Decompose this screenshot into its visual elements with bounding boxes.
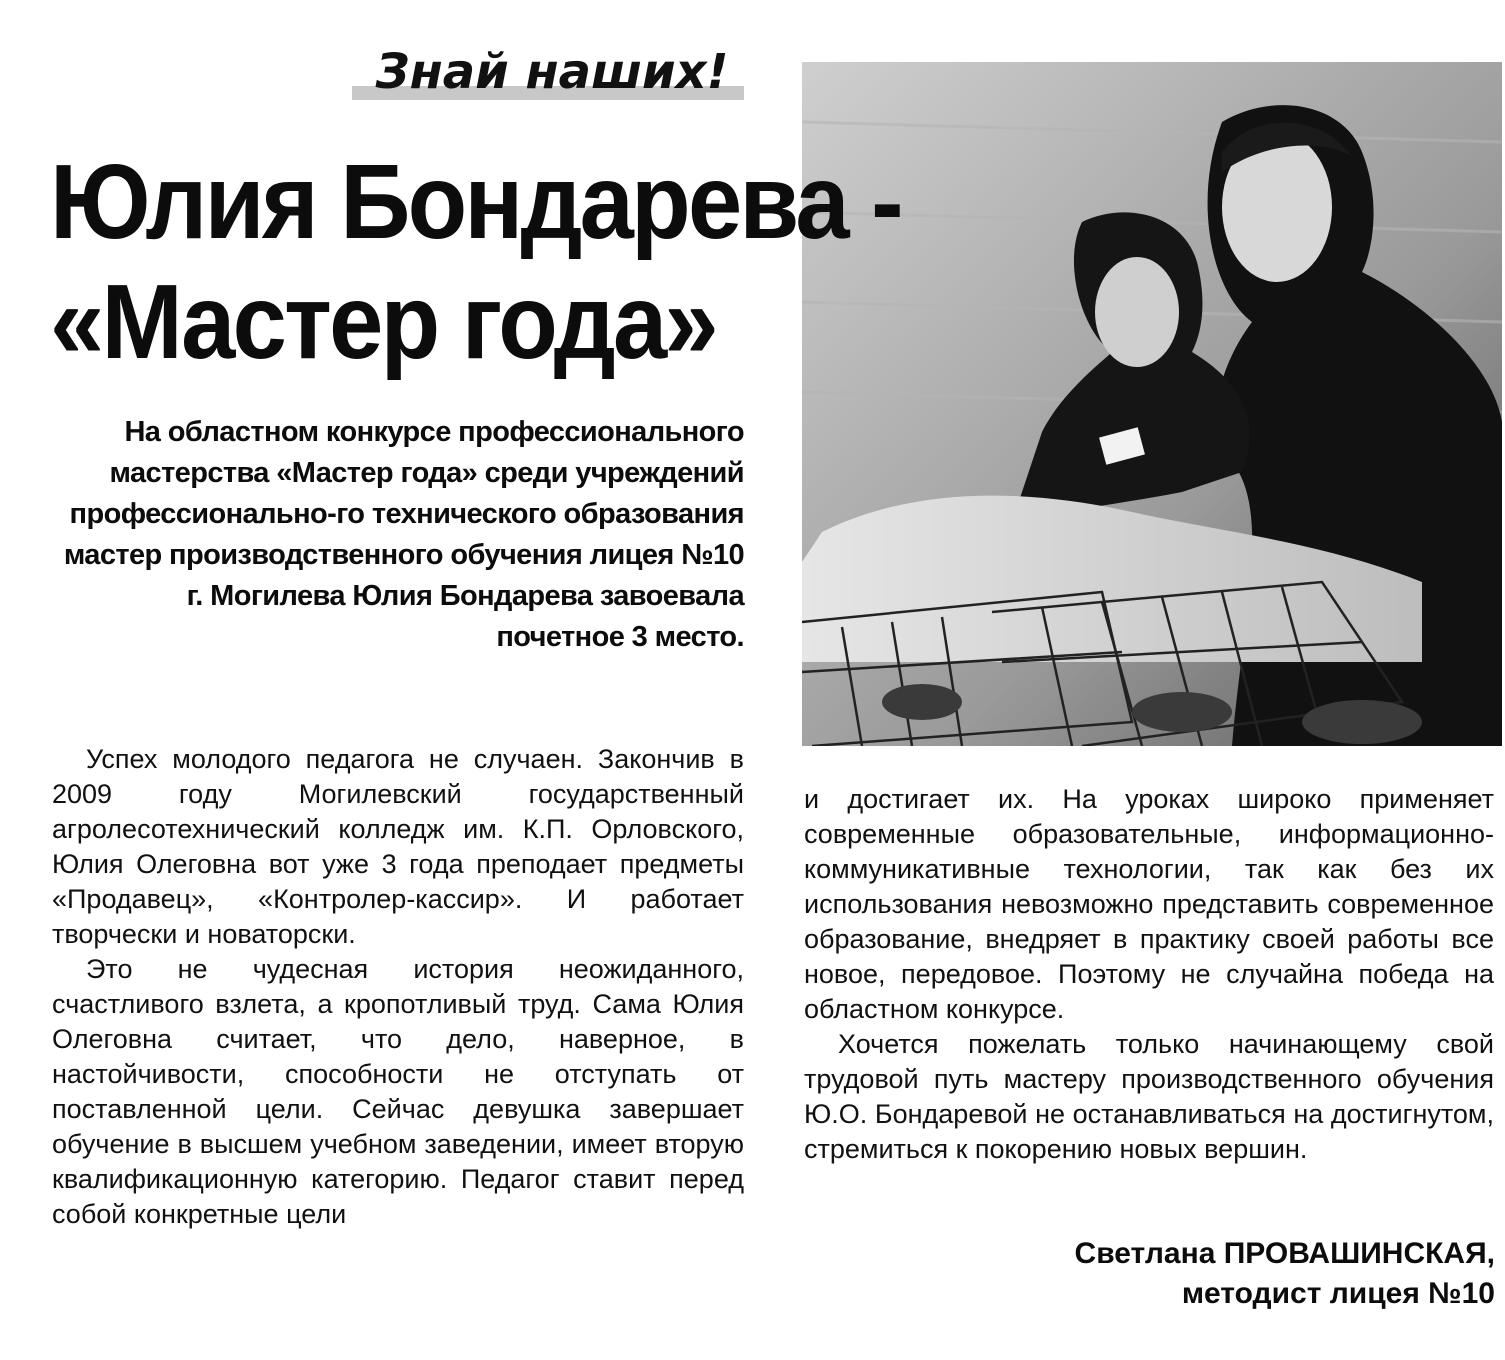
body-column-right [804,782,1494,1167]
headline-line-1: Юлия Бондарева - [50,143,901,261]
rubric-title: Знай наших! [375,44,729,100]
body-column-left [52,742,744,1232]
headline-line-2: «Мастер года» [50,263,716,381]
body-paragraph: Успех молодого педагога не случаен. Закончив в 2009 году Могилевский государственный агролесотехнический колледж им. К.П. Орловского, Юлия Олеговна вот уже 3 года преподает предметы «Продавец», «Контролер-кассир». И работает творчески и новаторски. [52,744,744,949]
lead-paragraph: На областном конкурсе профессионального мастерства «Мастер года» среди учреждений профессионально-го технического образования мастер производственного обучения лицея №10 г. Могилева Юлия Бондарева завоевала почетное 3 место. [63,416,744,653]
author-position: методист лицея №10 [1181,1277,1495,1310]
body-paragraph: Хочется пожелать только начинающему свой трудовой путь мастеру производственного обучения Ю.О. Бондаревой не останавливаться на достигнутом, стремиться к покорению новых вершин. [804,1029,1494,1164]
girl-left-face [1095,257,1179,367]
body-paragraph: и достигает их. На уроках широко применяет современные образовательные, информационно-коммуникативные технологии, так как без их использования невозможно представить современное образование, внедряет в практику своей работы все новое, передовое. Поэтому не случайна победа на областном конкурсе. [804,784,1494,1024]
author-name: Светлана ПРОВАШИНСКАЯ, [1074,1237,1495,1270]
headline [50,142,924,382]
author-signature [1075,1234,1495,1314]
body-paragraph: Это не чудесная история неожиданного, счастливого взлета, а кропотливый труд. Сама Юлия Олеговна считает, что дело, наверное, в настойчивости, способности не отступать от поставленной цели. Сейчас девушка завершает обучение в высшем учебном заведении, имеет вторую квалификационную категорию. Педагог ставит перед собой конкретные цели [52,954,744,1229]
